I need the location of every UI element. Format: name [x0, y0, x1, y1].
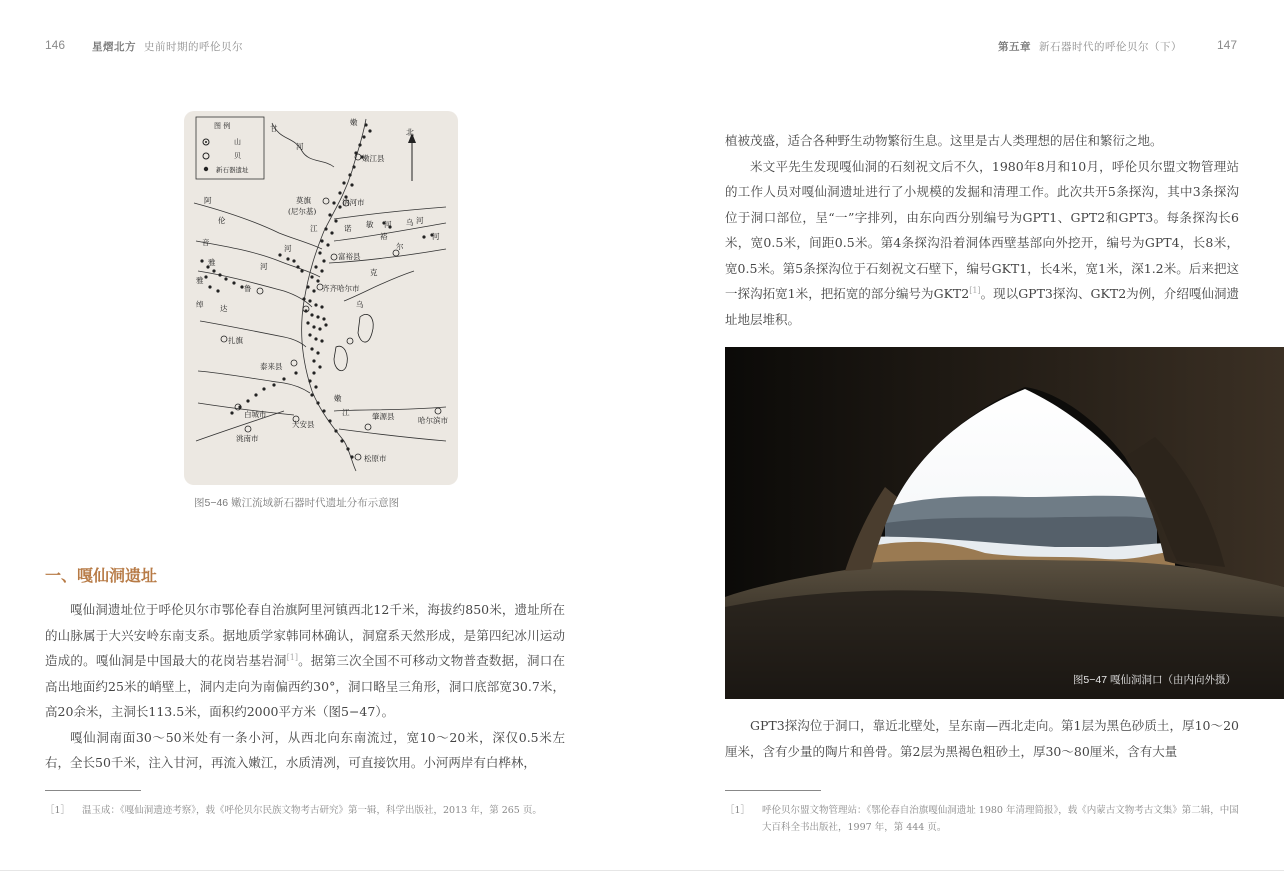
svg-text:音: 音: [202, 238, 210, 247]
svg-text:达: 达: [220, 304, 228, 313]
svg-text:松原市: 松原市: [364, 454, 387, 463]
paragraph: 植被茂盛，适合各种野生动物繁衍生息。这里是古人类理想的居住和繁衍之地。: [725, 133, 1163, 148]
svg-text:嫩: 嫩: [350, 118, 358, 127]
svg-text:敏: 敏: [366, 220, 374, 229]
svg-text:尔: 尔: [396, 242, 404, 251]
svg-text:嫩: 嫩: [334, 394, 342, 403]
paragraph: 嘎仙洞遗址位于呼伦贝尔市鄂伦春自治旗阿里河镇西北12千米，海拔约850米，遗址所在的山脉属于大兴安岭东南支系。据地质学家韩同林确认，洞窟系天然形成，是第四纪冰川运动造成的。嘎仙洞是中国最大的花岗岩基岩洞[1]。据第三次全国不可移动文物普查数据，洞口在高出地面约25米的峭壁上，洞内走向为南偏西约30°，洞口略呈三角形，洞口底部宽30.7米，高20余米，主洞长113.5米，面积约2000平方米（图5−47）。: [45, 602, 565, 719]
right-body-text-bottom: [725, 713, 1239, 764]
running-head-left: [92, 39, 243, 54]
svg-text:河: 河: [432, 232, 440, 241]
svg-text:河: 河: [296, 142, 304, 151]
svg-text:讷河市: 讷河市: [342, 198, 365, 207]
paragraph: 米文平先生发现嘎仙洞的石刻祝文后不久，1980年8月和10月，呼伦贝尔盟文物管理站的工作人员对嘎仙洞遗址进行了小规模的发掘和清理工作。此次共开5条探沟，其中3条探沟位于洞口部位，呈“一”字排列，由东向西分别编号为GPT1、GPT2和GPT3。每条探沟长6米，宽0.5米，间距0.5米。第4条探沟沿着洞体西壁基部向外挖开，编号为GPT4，长8米，宽0.5米。第5条探沟位于石刻祝文石壁下，编号GKT1，长4米，宽1米，深1.2米。后来把这一探沟拓宽1米，把拓宽的部分编号为GKT2[1]。现以GPT3探沟、GKT2为例，介绍嘎仙洞遗址地层堆积。: [725, 158, 1239, 327]
page-number-right: 147: [1217, 38, 1238, 52]
footnote-ref: [1]: [969, 285, 981, 295]
svg-text:泰来县: 泰来县: [260, 362, 283, 371]
page-number-left: 146: [45, 38, 66, 52]
left-body-text: [45, 597, 565, 776]
lake-shape: [358, 314, 373, 342]
svg-text:雅: 雅: [208, 258, 216, 267]
running-head-book: 星熠北方: [92, 41, 136, 53]
footnote-rule: [725, 790, 821, 791]
svg-text:河: 河: [260, 262, 268, 271]
svg-text:河: 河: [416, 216, 424, 225]
svg-text:诺: 诺: [344, 224, 352, 233]
svg-text:伦: 伦: [218, 216, 226, 225]
map-caption: 图5−46 嫩江流域新石器时代遗址分布示意图: [194, 497, 400, 509]
map-legend-item-1: 山: [234, 138, 241, 146]
svg-text:乌: 乌: [356, 300, 364, 309]
svg-text:裕: 裕: [380, 232, 388, 241]
nenjiang-site-map: [184, 111, 458, 485]
svg-text:江: 江: [342, 408, 350, 417]
cave-photo-drawing: [725, 347, 1284, 699]
footnote-ref: [1]: [286, 652, 298, 662]
running-head-right: [998, 39, 1182, 54]
map-north-label: 北: [406, 128, 414, 137]
right-body-text-top: [725, 128, 1239, 332]
cave-entrance-photo: [725, 347, 1284, 699]
running-head-subtitle: 史前时期的呼伦贝尔: [144, 41, 243, 53]
svg-text:齐齐哈尔市: 齐齐哈尔市: [322, 284, 360, 293]
svg-text:克: 克: [370, 268, 378, 277]
footnote-text: 温玉成：《嘎仙洞遗迹考察》，载《呼伦贝尔民族文物考古研究》第一辑，科学出版社，2013 年，第 265 页。: [82, 805, 542, 816]
footnote-left: [45, 802, 565, 819]
footnote-text: 呼伦贝尔盟文物管理站：《鄂伦春自治旗嘎仙洞遗址 1980 年清理简报》，载《内蒙古文物考古文集》第二辑，中国大百科全书出版社，1997 年，第 444 页。: [762, 805, 1239, 833]
running-head-chapter: 第五章: [998, 41, 1031, 53]
map-legend-item-3: 新石器遗址: [216, 166, 249, 174]
svg-text:河: 河: [284, 244, 292, 253]
svg-text:嫩江县: 嫩江县: [362, 154, 385, 163]
section-heading: 一、嘎仙洞遗址: [45, 566, 158, 585]
footnote-label: ［1］: [725, 805, 751, 816]
map-drawing: [184, 111, 458, 485]
paragraph: GPT3探沟位于洞口，靠近北壁处，呈东南—西北走向。第1层为黑色砂质土，厚10～20厘米，含有少量的陶片和兽骨。第2层为黑褐色粗砂土，厚30～80厘米，含有大量: [725, 718, 1239, 759]
svg-text:河: 河: [384, 220, 392, 229]
svg-text:富裕县: 富裕县: [338, 252, 361, 261]
svg-text:白城市: 白城市: [244, 410, 267, 419]
photo-caption: 图5−47 嘎仙洞洞口（由内向外摄）: [1072, 674, 1236, 686]
svg-text:肇源县: 肇源县: [372, 412, 395, 421]
map-legend-title: 图 例: [214, 122, 231, 130]
svg-text:莫旗: 莫旗: [296, 196, 311, 205]
svg-text:(尼尔基): (尼尔基): [288, 207, 317, 216]
footnote-right: [725, 802, 1239, 836]
svg-text:绰: 绰: [196, 300, 204, 309]
svg-text:江: 江: [310, 224, 318, 233]
footnote-label: ［1］: [45, 805, 71, 816]
svg-text:阿: 阿: [204, 196, 212, 205]
svg-text:哈尔滨市: 哈尔滨市: [418, 416, 448, 425]
shell-symbol-icon: [203, 153, 209, 159]
svg-text:扎旗: 扎旗: [228, 336, 243, 345]
map-legend-item-2: 贝: [234, 152, 241, 160]
footnote-rule: [45, 790, 141, 791]
svg-text:乌: 乌: [406, 218, 414, 227]
lake-shape: [334, 346, 347, 370]
page-bottom-edge: [0, 870, 1284, 871]
paragraph: 嘎仙洞南面30～50米处有一条小河，从西北向东南流过，宽10～20米，深仅0.5米左右，全长50千米，注入甘河，再流入嫩江，水质清冽，可直接饮用。小河两岸有白桦林，: [45, 729, 565, 770]
svg-text:大安县: 大安县: [292, 420, 315, 429]
svg-text:雅: 雅: [196, 276, 204, 285]
site-symbol-icon: [204, 167, 208, 171]
svg-text:洮南市: 洮南市: [236, 434, 259, 443]
running-head-title: 新石器时代的呼伦贝尔（下）: [1039, 41, 1182, 53]
svg-text:甘: 甘: [270, 124, 278, 133]
svg-text:鲁: 鲁: [244, 284, 252, 293]
